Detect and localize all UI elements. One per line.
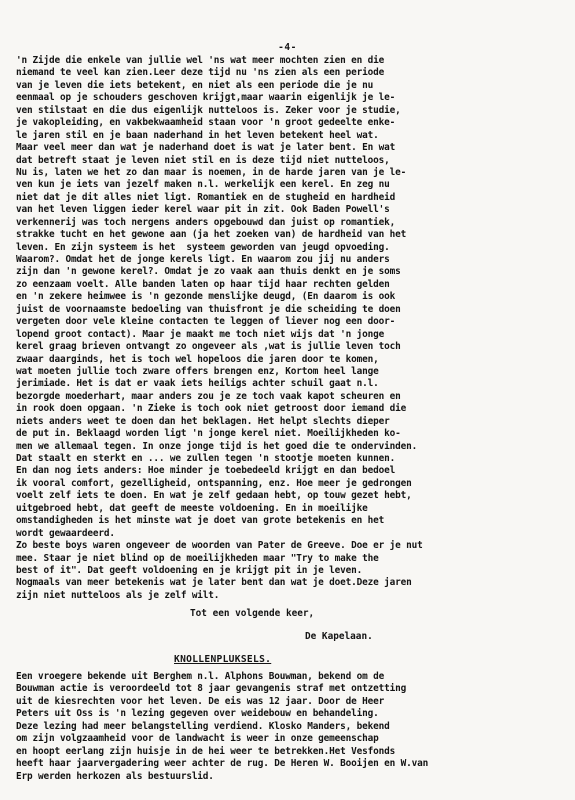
- news-line: om zijn volgzaamheid voor de landwacht is weer in onze gemeenschap: [16, 733, 379, 745]
- news-section: [16, 671, 564, 783]
- text-line: zijn niet nutteloos als je zelf wilt.: [16, 589, 220, 601]
- text-line: en 'n zekere heimwee is 'n gezonde menslijke deugd, (En daarom is ook: [16, 291, 396, 303]
- news-line: uit de kiesrechten voor het leven. De eis was 12 jaar. Door de Heer: [16, 695, 385, 707]
- text-line: van je leven die iets betekent, en niet als een periode die je nu: [16, 79, 374, 91]
- text-line: vergeten door vele kleine contacten te leggen of liever nog een door-: [16, 316, 396, 328]
- text-line: jerimiade. Het is dat er vaak iets heiligs achter schuil gaat n.l.: [16, 378, 379, 390]
- news-line: heeft haar jaarvergadering weer achter de rug. De Heren W. Booijen en W.van: [16, 758, 429, 770]
- text-line: Dat staalt en sterkt en ... we zullen tegen 'n stootje moeten kunnen.: [16, 453, 396, 464]
- text-line: uitgebroed hebt, dat geeft de meeste voldoening. En in moeilijke: [16, 502, 368, 514]
- text-line: in rook doen opgaan. 'n Zieke is toch ook niet getroost door iemand die: [16, 403, 407, 415]
- text-line: zijn dan 'n gewone kerel?. Omdat je zo vaak aan thuis denkt en je soms: [16, 266, 401, 278]
- letter-body: [16, 55, 564, 602]
- text-line: voelt zelf iets te doen. En wat je zelf gedaan hebt, op touw gezet hebt,: [16, 490, 412, 502]
- text-line: En dan nog iets anders: Hoe minder je toebedeeld krijgt en dan bedoel: [16, 465, 396, 477]
- text-line: niets anders weet te doen dan het beklagen. Het helpt slechts dieper: [16, 415, 390, 427]
- text-line: niet dat je dit alles niet ligt. Romantiek en de stugheid en hardheid: [16, 191, 396, 203]
- text-line: niemand te veel kan zien.Leer deze tijd nu 'ns zien als een periode: [16, 67, 385, 79]
- text-line: mee. Staar je niet blind op de moeilijkheden maar "Try to make the: [16, 552, 379, 564]
- closing-line: Tot een volgende keer,: [190, 608, 315, 619]
- text-line: kerel graag brieven ontvangt zo ongeveer als ,wat is jullie leven toch: [16, 341, 401, 353]
- text-line: leven. En zijn systeem is het systeem geworden van jeugd opvoeding.: [16, 241, 390, 253]
- text-line: verkennerij was toch nergens anders opgebouwd dan juist op romantiek,: [16, 216, 396, 228]
- text-line: Nu is, laten we het zo dan maar is noemen, in de harde jaren van je le-: [16, 166, 407, 178]
- text-line: strakke tucht en het gewone aan (ja het zoeken van) de hardheid van het: [16, 229, 407, 241]
- text-line: eenmaal op je schouders geschoven krijgt,maar waarin eigenlijk je le-: [16, 92, 396, 104]
- text-line: men we allemaal tegen. In onze jonge tijd is het goed die te ondervinden.: [16, 440, 418, 452]
- text-line: Maar veel meer dan wat je naderhand doet is wat je later bent. En wat: [16, 142, 396, 154]
- text-line: le jaren stil en je baan naderhand in het leven betekent heel wat.: [16, 129, 379, 141]
- text-line: Waarom?. Omdat het de jonge kerels ligt. En waarom zou jij nu anders: [16, 254, 390, 265]
- text-line: dat betreft staat je leven niet stil en is deze tijd niet nutteloos,: [16, 154, 390, 166]
- text-line: zwaar daarginds, het is toch wel hopeloos die jaren door te komen,: [16, 353, 379, 365]
- text-line: Zo beste boys waren ongeveer de woorden van Pater de Greeve. Doe er je nut: [16, 540, 423, 552]
- text-line: zo eenzaam voelt. Alle banden laten op haar tijd haar rechten gelden: [16, 278, 390, 290]
- text-line: de put in. Beklaagd worden ligt 'n jonge kerel niet. Moeilijkheden ko-: [16, 428, 401, 440]
- news-line: Een vroegere bekende uit Berghem n.l. Alphons Bouwman, bekend om de: [16, 671, 385, 682]
- text-line: ik vooral comfort, gezelligheid, ontspanning, enz. Hoe meer je gedrongen: [16, 477, 412, 489]
- text-line: 'n Zijde die enkele van jullie wel 'ns wat meer mochten zien en die: [16, 55, 385, 66]
- text-line: wat moeten jullie toch zware offers brengen enz, Kortom heel lange: [16, 365, 379, 377]
- text-line: van het leven liggen ieder kerel waar pit in zit. Ook Baden Powell's: [16, 204, 390, 216]
- text-line: je vakopleiding, en vakbekwaamheid staan voor 'n groot gedeelte enke-: [16, 117, 396, 129]
- section-heading: KNOLLENPLUKSELS.: [174, 654, 272, 665]
- text-line: omstandigheden is het minste wat je doet van grote betekenis en het: [16, 515, 385, 527]
- text-line: Nogmaals van meer betekenis wat je later bent dan wat je doet.Deze jaren: [16, 577, 412, 589]
- signature: De Kapelaan.: [305, 631, 373, 642]
- text-line: ven kun je iets van jezelf maken n.l. werkelijk een kerel. En zeg nu: [16, 179, 390, 191]
- page-number: -4-: [278, 42, 297, 53]
- news-line: Peters uit Oss is 'n lezing gegeven over weidebouw en behandeling.: [16, 708, 379, 720]
- text-line: ven stilstaat en die dus eigenlijk nutteloos is. Zeker voor je studie,: [16, 104, 401, 116]
- text-line: wordt gewaardeerd.: [16, 527, 115, 539]
- news-line: Deze lezing had meer belangstelling verdiend. Klosko Manders, bekend: [16, 720, 390, 732]
- text-line: best of it". Dat geeft voldoening en je krijgt pit in je leven.: [16, 564, 363, 576]
- news-line: Erp werden herkozen als bestuurslid.: [16, 770, 214, 782]
- text-line: lopend groot contact). Maar je maakt me toch niet wijs dat 'n jonge: [16, 328, 385, 340]
- text-line: juist de voornaamste bedoeling van thuisfront je die scheiding te doen: [16, 303, 401, 315]
- text-line: bezorgde moederhart, maar anders zou je ze toch vaak kapot scheuren en: [16, 390, 401, 402]
- news-line: en hoopt eerlang zijn huisje in de hei weer te betrekken.Het Vesfonds: [16, 745, 396, 757]
- news-line: Bouwman actie is veroordeeld tot 8 jaar gevangenis straf met ontzetting: [16, 683, 407, 695]
